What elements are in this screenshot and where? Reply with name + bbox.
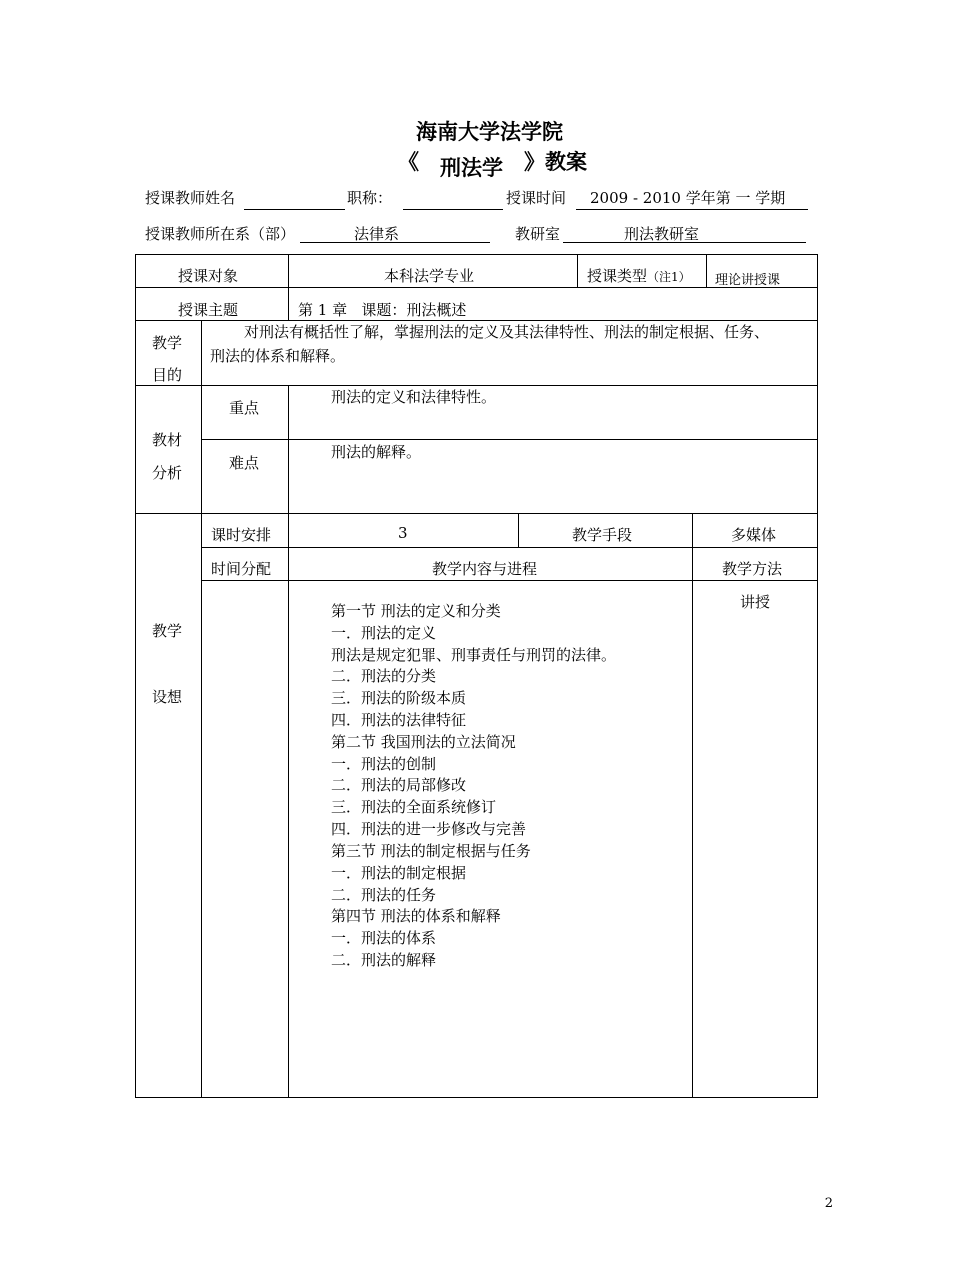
time-value: 2009 - 2010 学年第 一 学期 — [590, 189, 786, 207]
content-line: 二．刑法的任务 — [331, 886, 437, 904]
topic-value: 第 1 章 课题：刑法概述 — [298, 301, 467, 319]
content-line: 三．刑法的阶级本质 — [331, 689, 467, 707]
difficult-point-label: 难点 — [229, 454, 260, 472]
page-number: 2 — [824, 1196, 833, 1211]
content-line: 二．刑法的局部修改 — [331, 776, 467, 794]
title-label: 职称： — [347, 189, 393, 207]
content-line: 第三节 刑法的制定根据与任务 — [331, 842, 531, 860]
office-value: 刑法教研室 — [624, 225, 700, 243]
content-line: 刑法是规定犯罪、刑事责任与刑罚的法律。 — [331, 646, 617, 664]
content-line: 四．刑法的法律特征 — [331, 711, 467, 729]
content-line: 二．刑法的分类 — [331, 667, 437, 685]
target-value: 本科法学专业 — [384, 267, 475, 285]
dept-value: 法律系 — [354, 225, 400, 243]
content-line: 一．刑法的制定根据 — [331, 864, 467, 882]
key-point-label: 重点 — [229, 399, 260, 417]
table-border-top — [135, 254, 818, 255]
difficult-point-value: 刑法的解释。 — [331, 443, 422, 461]
content-line: 三．刑法的全面系统修订 — [331, 798, 497, 816]
type-note: （注1） — [647, 270, 691, 284]
table-line — [288, 513, 289, 1098]
means-value: 多媒体 — [731, 526, 777, 544]
design-label-1: 教学 — [152, 622, 183, 640]
content-line: 四．刑法的进一步修改与完善 — [331, 820, 527, 838]
table-line — [518, 513, 519, 547]
teacher-name-underline — [244, 209, 345, 210]
table-line — [201, 547, 818, 548]
target-label: 授课对象 — [178, 267, 239, 285]
table-line — [706, 254, 707, 287]
table-line — [135, 513, 818, 514]
table-border-bottom — [135, 1097, 818, 1098]
content-line: 一．刑法的体系 — [331, 929, 437, 947]
course-name: 刑法学 — [440, 156, 503, 180]
hours-label: 课时安排 — [211, 526, 272, 544]
table-border-left — [135, 254, 136, 1098]
teaching-method-value: 讲授 — [740, 593, 771, 611]
title-bracket-close: 》教案 — [524, 150, 587, 174]
time-allocation-label: 时间分配 — [211, 560, 272, 578]
topic-label: 授课主题 — [178, 301, 239, 319]
aim-text-line2: 刑法的体系和解释。 — [210, 347, 346, 365]
office-label: 教研室 — [515, 225, 561, 243]
analysis-label-1: 教材 — [152, 431, 183, 449]
table-line — [201, 439, 818, 440]
dept-label: 授课教师所在系（部） — [145, 225, 296, 243]
time-label: 授课时间 — [506, 189, 567, 207]
aim-text-line1: 对刑法有概括性了解，掌握刑法的定义及其法律特性、刑法的制定根据、任务、 — [244, 323, 770, 341]
aim-label-1: 教学 — [152, 334, 183, 352]
table-line — [692, 513, 693, 1098]
time-underline — [576, 209, 808, 210]
table-line — [201, 320, 202, 1098]
table-border-right — [817, 254, 818, 1098]
dept-underline — [300, 242, 490, 243]
content-progress-label: 教学内容与进程 — [432, 560, 538, 578]
table-line — [577, 254, 578, 287]
aim-label-2: 目的 — [152, 366, 183, 384]
content-line: 二．刑法的解释 — [331, 951, 437, 969]
analysis-label-2: 分析 — [152, 464, 183, 482]
content-line: 第二节 我国刑法的立法简况 — [331, 733, 516, 751]
content-line: 第一节 刑法的定义和分类 — [331, 602, 501, 620]
table-line — [201, 580, 818, 581]
content-line: 一．刑法的创制 — [331, 755, 437, 773]
title-underline — [403, 209, 503, 210]
table-line — [288, 254, 289, 320]
office-underline — [563, 242, 806, 243]
design-label-2: 设想 — [152, 688, 183, 706]
content-line: 一．刑法的定义 — [331, 624, 437, 642]
content-line: 第四节 刑法的体系和解释 — [331, 907, 501, 925]
table-line — [288, 385, 289, 513]
type-value: 理论讲授课 — [715, 273, 781, 288]
hours-value: 3 — [398, 524, 408, 542]
type-label — [587, 265, 691, 286]
teaching-method-label: 教学方法 — [722, 560, 783, 578]
title-bracket-open: 《 — [398, 150, 419, 174]
school-title: 海南大学法学院 — [416, 120, 563, 144]
type-label-text: 授课类型 — [587, 267, 648, 285]
means-label: 教学手段 — [572, 526, 633, 544]
key-point-value: 刑法的定义和法律特性。 — [331, 388, 497, 406]
teacher-name-label: 授课教师姓名 — [145, 189, 236, 207]
